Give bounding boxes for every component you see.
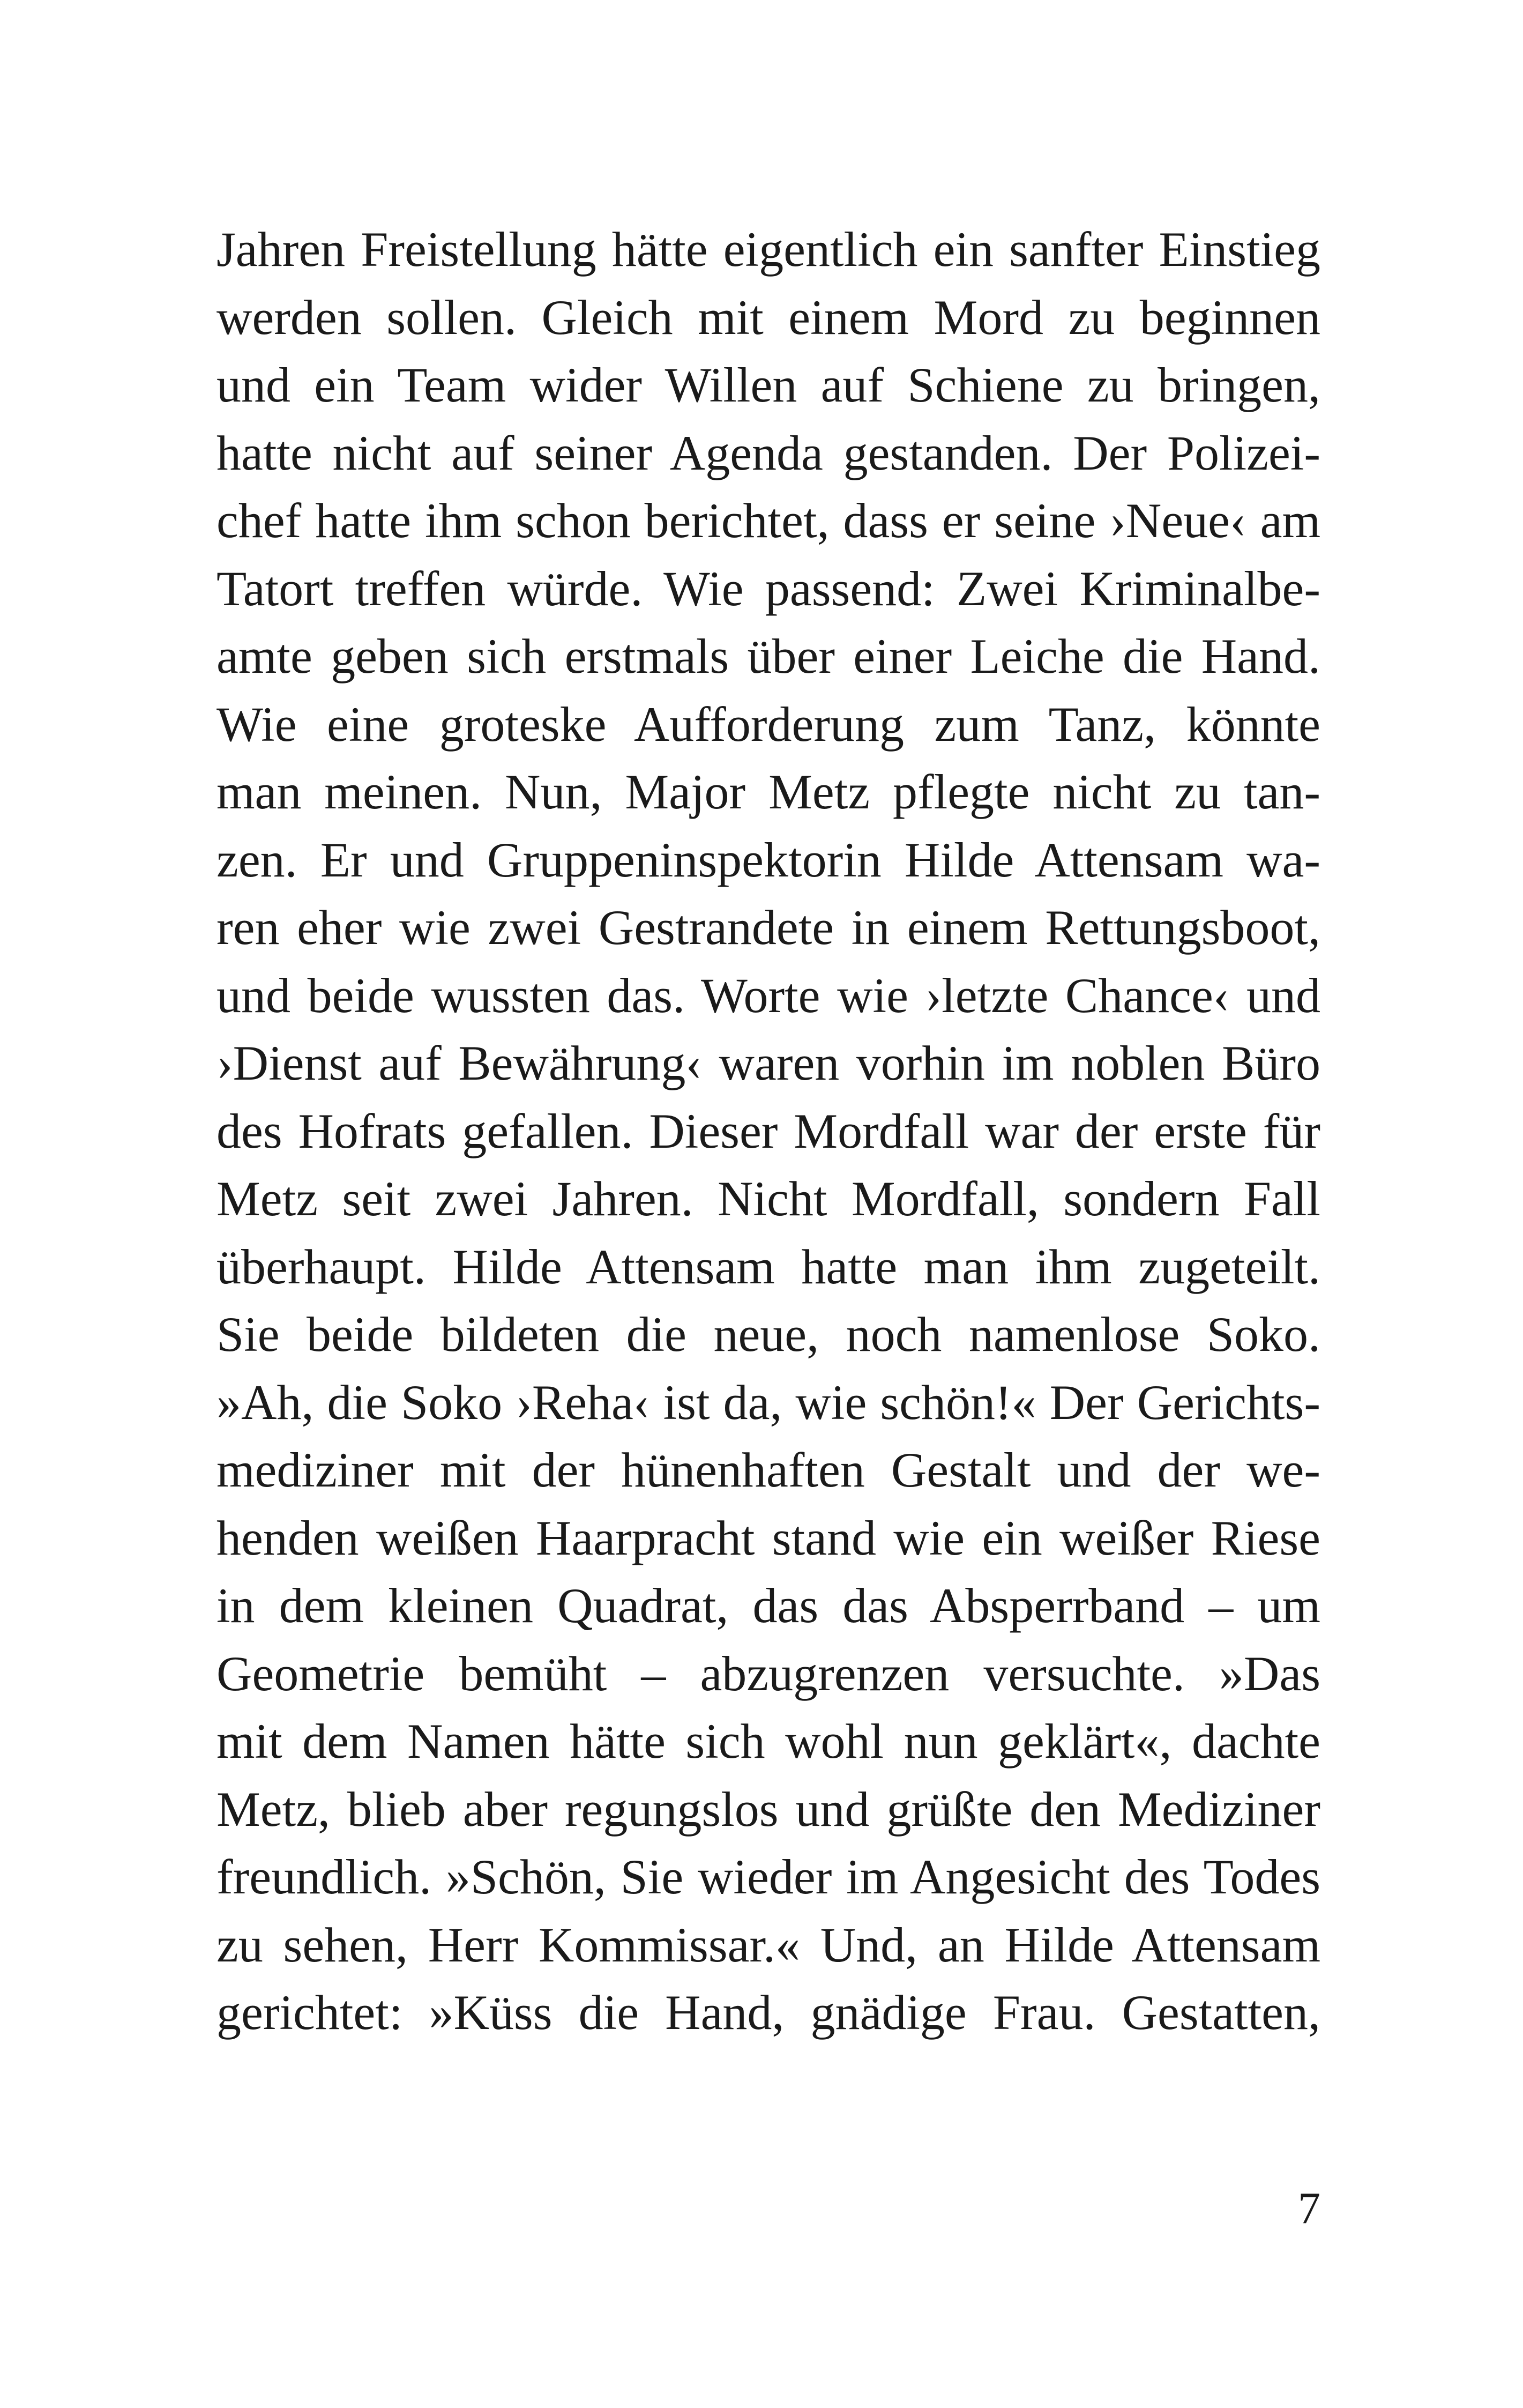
text-line: henden weißen Haarpracht stand wie ein weißer Riese <box>216 1510 1320 1565</box>
text-line: ›Dienst auf Bewährung‹ waren vorhin im noblen Büro <box>216 1036 1320 1090</box>
text-line: mediziner mit der hünenhaften Gestalt und der we- <box>216 1443 1320 1497</box>
text-line: Tatort treffen würde. Wie passend: Zwei Kriminalbe- <box>216 561 1320 616</box>
text-line: Geometrie bemüht – abzugrenzen versuchte. »Das <box>216 1646 1320 1701</box>
text-line: ren eher wie zwei Gestrandete in einem Rettungsboot, <box>216 900 1320 955</box>
text-line: amte geben sich erstmals über einer Leiche die Hand. <box>216 629 1320 683</box>
text-line: freundlich. »Schön, Sie wieder im Angesicht des Todes <box>216 1849 1320 1904</box>
text-line: zu sehen, Herr Kommissar.« Und, an Hilde Attensam <box>216 1917 1320 1972</box>
text-line: Metz, blieb aber regungslos und grüßte den Mediziner <box>216 1781 1320 1837</box>
text-line: Metz seit zwei Jahren. Nicht Mordfall, sondern Fall <box>216 1171 1320 1226</box>
text-line: Wie eine groteske Aufforderung zum Tanz, könnte <box>216 696 1320 752</box>
text-line: und beide wussten das. Worte wie ›letzte Chance‹ und <box>216 968 1320 1023</box>
text-line: in dem kleinen Quadrat, das das Absperrband – um <box>216 1578 1320 1633</box>
text-line: zen. Er und Gruppeninspektorin Hilde Attensam wa- <box>216 832 1320 887</box>
text-line: chef hatte ihm schon berichtet, dass er seine ›Neue‹ am <box>216 493 1320 548</box>
page-number: 7 <box>1298 2183 1320 2233</box>
text-line: hatte nicht auf seiner Agenda gestanden. Der Polizei- <box>216 425 1320 480</box>
text-line: man meinen. Nun, Major Metz pflegte nicht zu tan- <box>216 764 1320 819</box>
text-line: werden sollen. Gleich mit einem Mord zu beginnen <box>216 289 1320 345</box>
text-line: des Hofrats gefallen. Dieser Mordfall war der erste für <box>216 1103 1320 1158</box>
text-line: gerichtet: »Küss die Hand, gnädige Frau. Gestatten, <box>216 1985 1320 2040</box>
body-text <box>216 215 1320 2047</box>
text-line: »Ah, die Soko ›Reha‹ ist da, wie schön!« Der Gerichts- <box>216 1374 1320 1430</box>
text-line: und ein Team wider Willen auf Schiene zu bringen, <box>216 358 1320 412</box>
text-line: überhaupt. Hilde Attensam hatte man ihm zugeteilt. <box>216 1239 1320 1294</box>
text-line: mit dem Namen hätte sich wohl nun geklärt«, dachte <box>216 1714 1320 1768</box>
text-line: Jahren Freistellung hätte eigentlich ein sanfter Einstieg <box>216 222 1320 277</box>
text-line: Sie beide bildeten die neue, noch namenlose Soko. <box>216 1307 1320 1362</box>
